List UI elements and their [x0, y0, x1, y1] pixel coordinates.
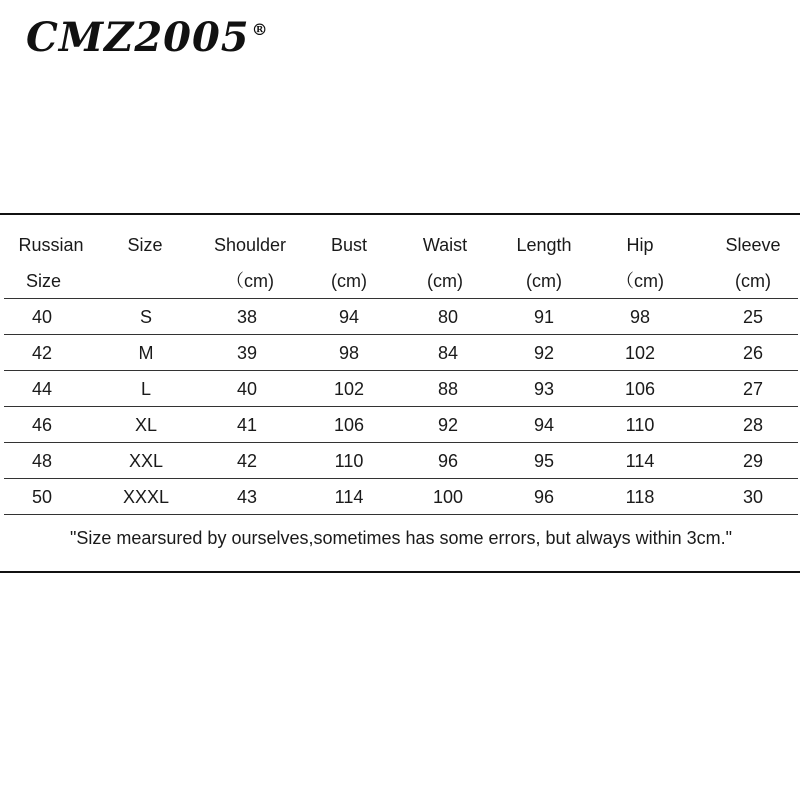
cell-waist: 80	[437, 307, 459, 327]
cell-sleeve: 28	[742, 415, 764, 435]
cell-bust: 114	[334, 487, 364, 507]
header-size	[115, 227, 175, 263]
cell-bust: 106	[333, 415, 365, 435]
cell-russian-size: 44	[31, 379, 53, 399]
registered-mark: ®	[251, 20, 269, 39]
cell-shoulder: 43	[236, 487, 258, 507]
cell-size: XXXL	[122, 487, 170, 507]
cell-sleeve: 27	[742, 379, 764, 399]
cell-shoulder: 38	[236, 307, 258, 327]
cell-sleeve: 25	[742, 307, 764, 327]
cell-russian-size: 50	[31, 487, 53, 507]
cell-length: 94	[533, 415, 555, 435]
header-bust	[319, 227, 379, 299]
header-unit: （cm)	[226, 271, 274, 291]
header-unit: (cm)	[526, 271, 562, 291]
table-row	[4, 334, 798, 371]
cell-shoulder: 40	[236, 379, 258, 399]
header-shoulder	[205, 227, 295, 299]
table-row	[4, 406, 798, 443]
cell-shoulder: 42	[236, 451, 258, 471]
header-label: Length	[516, 235, 572, 255]
cell-hip: 118	[625, 487, 655, 507]
cell-shoulder: 39	[236, 343, 258, 363]
header-label: Shoulder	[213, 235, 287, 255]
header-unit: （cm)	[616, 271, 664, 291]
measurement-note: "Size mearsured by ourselves,sometimes has some errors, but always within 3cm."	[4, 514, 798, 563]
table-header	[0, 215, 800, 299]
cell-hip: 98	[629, 307, 651, 327]
cell-waist: 96	[437, 451, 459, 471]
header-unit: (cm)	[331, 271, 367, 291]
header-label: Waist	[422, 235, 468, 255]
header-label: Sleeve	[725, 235, 781, 255]
cell-size: S	[139, 307, 153, 327]
header-label: Size	[127, 235, 163, 255]
cell-length: 93	[533, 379, 555, 399]
header-waist	[415, 227, 475, 299]
header-label: Hip	[626, 235, 654, 255]
cell-size: XXL	[128, 451, 164, 471]
cell-waist: 100	[432, 487, 464, 507]
cell-sleeve: 26	[742, 343, 764, 363]
header-label: Bust	[330, 235, 368, 255]
header-unit: Size	[26, 271, 62, 291]
cell-waist: 88	[437, 379, 459, 399]
cell-size: L	[140, 379, 152, 399]
header-length	[509, 227, 579, 299]
header-unit: (cm)	[427, 271, 463, 291]
table-row	[4, 442, 798, 479]
cell-russian-size: 46	[31, 415, 53, 435]
cell-bust: 110	[334, 451, 364, 471]
cell-sleeve: 30	[742, 487, 764, 507]
cell-size: XL	[134, 415, 158, 435]
table-row	[4, 370, 798, 407]
header-unit: (cm)	[735, 271, 771, 291]
cell-hip: 106	[624, 379, 656, 399]
size-chart-table	[0, 213, 800, 573]
table-row	[4, 298, 798, 335]
cell-russian-size: 40	[31, 307, 53, 327]
cell-length: 95	[533, 451, 555, 471]
cell-bust: 94	[338, 307, 360, 327]
cell-bust: 98	[338, 343, 360, 363]
cell-bust: 102	[333, 379, 365, 399]
cell-hip: 114	[625, 451, 655, 471]
cell-shoulder: 41	[236, 415, 258, 435]
header-label: Russian	[18, 235, 84, 255]
cell-size: M	[138, 343, 154, 363]
cell-russian-size: 42	[31, 343, 53, 363]
cell-waist: 84	[437, 343, 459, 363]
cell-sleeve: 29	[742, 451, 764, 471]
cell-waist: 92	[437, 415, 459, 435]
header-hip	[610, 227, 670, 299]
cell-length: 96	[533, 487, 555, 507]
cell-length: 91	[533, 307, 555, 327]
cell-hip: 110	[625, 415, 655, 435]
header-sleeve	[718, 227, 788, 299]
brand-logo	[26, 10, 269, 66]
cell-length: 92	[533, 343, 555, 363]
cell-russian-size: 48	[31, 451, 53, 471]
header-russian-size	[16, 227, 86, 299]
table-row	[4, 478, 798, 515]
brand-name: CMZ2005	[26, 14, 250, 61]
cell-hip: 102	[624, 343, 656, 363]
